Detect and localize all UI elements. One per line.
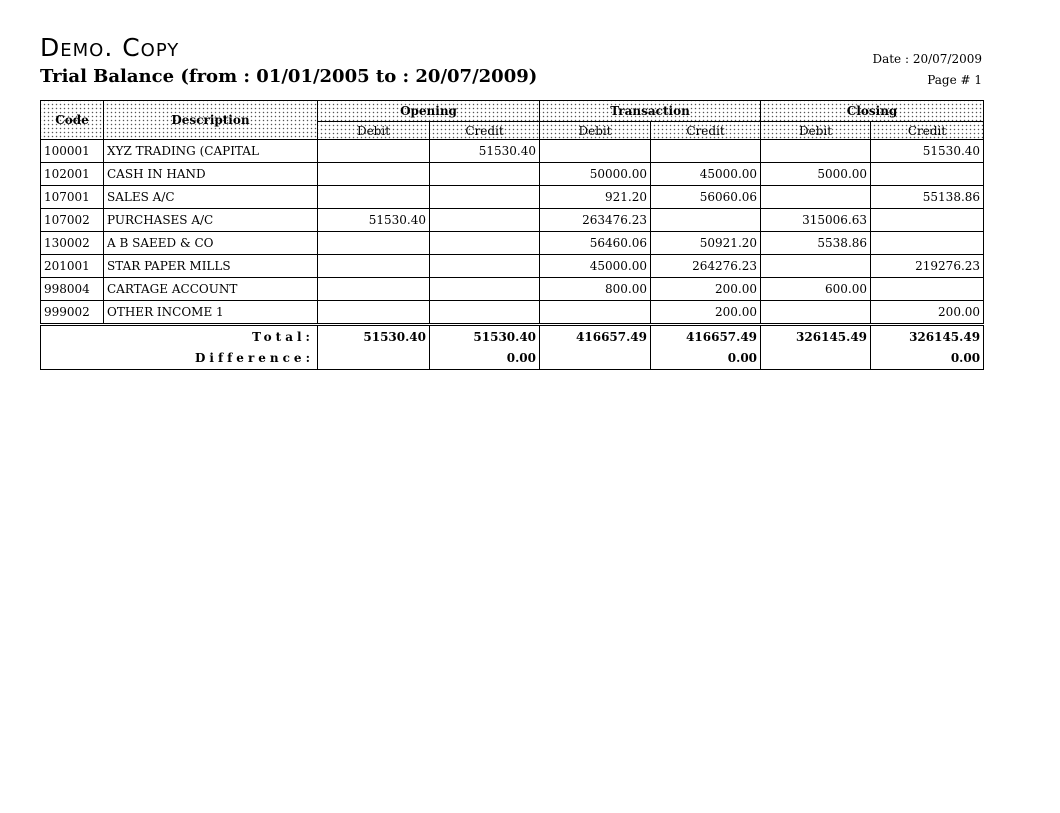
transaction-debit-cell [540, 301, 651, 325]
column-header-transaction-debit: Debit [540, 122, 651, 140]
table-row [41, 278, 984, 301]
closing-debit-cell: 600.00 [761, 278, 871, 301]
account-description: PURCHASES A/C [104, 209, 318, 232]
table-row [41, 163, 984, 186]
closing-credit-cell [871, 209, 984, 232]
transaction-credit-cell: 200.00 [651, 278, 761, 301]
opening-credit-cell [430, 209, 540, 232]
account-description: CARTAGE ACCOUNT [104, 278, 318, 301]
opening-credit-cell [430, 255, 540, 278]
difference-closing-credit: 0.00 [871, 347, 984, 370]
column-header-transaction-credit: Credit [651, 122, 761, 140]
column-header-closing-debit: Debit [761, 122, 871, 140]
transaction-credit-cell: 264276.23 [651, 255, 761, 278]
table-row [41, 140, 984, 163]
opening-credit-cell [430, 232, 540, 255]
totals-label: Total: [41, 325, 318, 348]
account-code: 107002 [41, 209, 104, 232]
opening-credit-cell [430, 301, 540, 325]
difference-opening-debit [318, 347, 430, 370]
total-opening-debit: 51530.40 [318, 325, 430, 348]
trial-balance-table [40, 100, 984, 370]
opening-credit-cell: 51530.40 [430, 140, 540, 163]
table-row [41, 301, 984, 325]
closing-credit-cell [871, 163, 984, 186]
opening-debit-cell [318, 255, 430, 278]
page-number: Page # 1 [927, 73, 982, 87]
opening-debit-cell [318, 186, 430, 209]
transaction-credit-cell: 56060.06 [651, 186, 761, 209]
closing-credit-cell: 200.00 [871, 301, 984, 325]
difference-row [41, 347, 984, 370]
difference-transaction-credit: 0.00 [651, 347, 761, 370]
opening-debit-cell [318, 301, 430, 325]
closing-debit-cell [761, 186, 871, 209]
account-code: 998004 [41, 278, 104, 301]
opening-debit-cell: 51530.40 [318, 209, 430, 232]
transaction-debit-cell: 921.20 [540, 186, 651, 209]
opening-debit-cell [318, 140, 430, 163]
opening-debit-cell [318, 278, 430, 301]
column-group-transaction: Transaction [540, 101, 761, 122]
difference-label: Difference: [41, 347, 318, 370]
opening-credit-cell [430, 278, 540, 301]
closing-debit-cell [761, 301, 871, 325]
total-closing-credit: 326145.49 [871, 325, 984, 348]
account-description: OTHER INCOME 1 [104, 301, 318, 325]
total-opening-credit: 51530.40 [430, 325, 540, 348]
transaction-credit-cell: 50921.20 [651, 232, 761, 255]
table-row [41, 186, 984, 209]
difference-opening-credit: 0.00 [430, 347, 540, 370]
account-code: 130002 [41, 232, 104, 255]
transaction-credit-cell [651, 209, 761, 232]
account-description: A B SAEED & CO [104, 232, 318, 255]
closing-credit-cell: 219276.23 [871, 255, 984, 278]
closing-credit-cell [871, 232, 984, 255]
column-header-code: Code [41, 101, 104, 140]
closing-debit-cell: 5000.00 [761, 163, 871, 186]
transaction-debit-cell: 56460.06 [540, 232, 651, 255]
closing-debit-cell [761, 255, 871, 278]
account-code: 999002 [41, 301, 104, 325]
demo-copy-label: Demo. Copy [40, 33, 180, 62]
closing-credit-cell: 51530.40 [871, 140, 984, 163]
difference-transaction-debit [540, 347, 651, 370]
difference-closing-debit [761, 347, 871, 370]
opening-debit-cell [318, 232, 430, 255]
account-description: XYZ TRADING (CAPITAL [104, 140, 318, 163]
column-header-opening-debit: Debit [318, 122, 430, 140]
opening-credit-cell [430, 186, 540, 209]
report-title: Trial Balance (from : 01/01/2005 to : 20/07/2009) [40, 66, 538, 87]
account-description: STAR PAPER MILLS [104, 255, 318, 278]
account-description: CASH IN HAND [104, 163, 318, 186]
transaction-credit-cell: 45000.00 [651, 163, 761, 186]
closing-credit-cell: 55138.86 [871, 186, 984, 209]
transaction-debit-cell [540, 140, 651, 163]
table-row [41, 209, 984, 232]
closing-credit-cell [871, 278, 984, 301]
transaction-debit-cell: 45000.00 [540, 255, 651, 278]
account-code: 102001 [41, 163, 104, 186]
transaction-credit-cell [651, 140, 761, 163]
totals-row [41, 325, 984, 348]
column-group-opening: Opening [318, 101, 540, 122]
opening-debit-cell [318, 163, 430, 186]
column-header-opening-credit: Credit [430, 122, 540, 140]
table-row [41, 255, 984, 278]
transaction-debit-cell: 263476.23 [540, 209, 651, 232]
total-transaction-debit: 416657.49 [540, 325, 651, 348]
account-code: 107001 [41, 186, 104, 209]
transaction-debit-cell: 800.00 [540, 278, 651, 301]
report-date: Date : 20/07/2009 [872, 52, 982, 66]
column-group-closing: Closing [761, 101, 984, 122]
opening-credit-cell [430, 163, 540, 186]
total-closing-debit: 326145.49 [761, 325, 871, 348]
closing-debit-cell [761, 140, 871, 163]
transaction-credit-cell: 200.00 [651, 301, 761, 325]
account-code: 201001 [41, 255, 104, 278]
account-code: 100001 [41, 140, 104, 163]
transaction-debit-cell: 50000.00 [540, 163, 651, 186]
column-header-description: Description [104, 101, 318, 140]
total-transaction-credit: 416657.49 [651, 325, 761, 348]
account-description: SALES A/C [104, 186, 318, 209]
closing-debit-cell: 5538.86 [761, 232, 871, 255]
column-header-closing-credit: Credit [871, 122, 984, 140]
table-row [41, 232, 984, 255]
closing-debit-cell: 315006.63 [761, 209, 871, 232]
